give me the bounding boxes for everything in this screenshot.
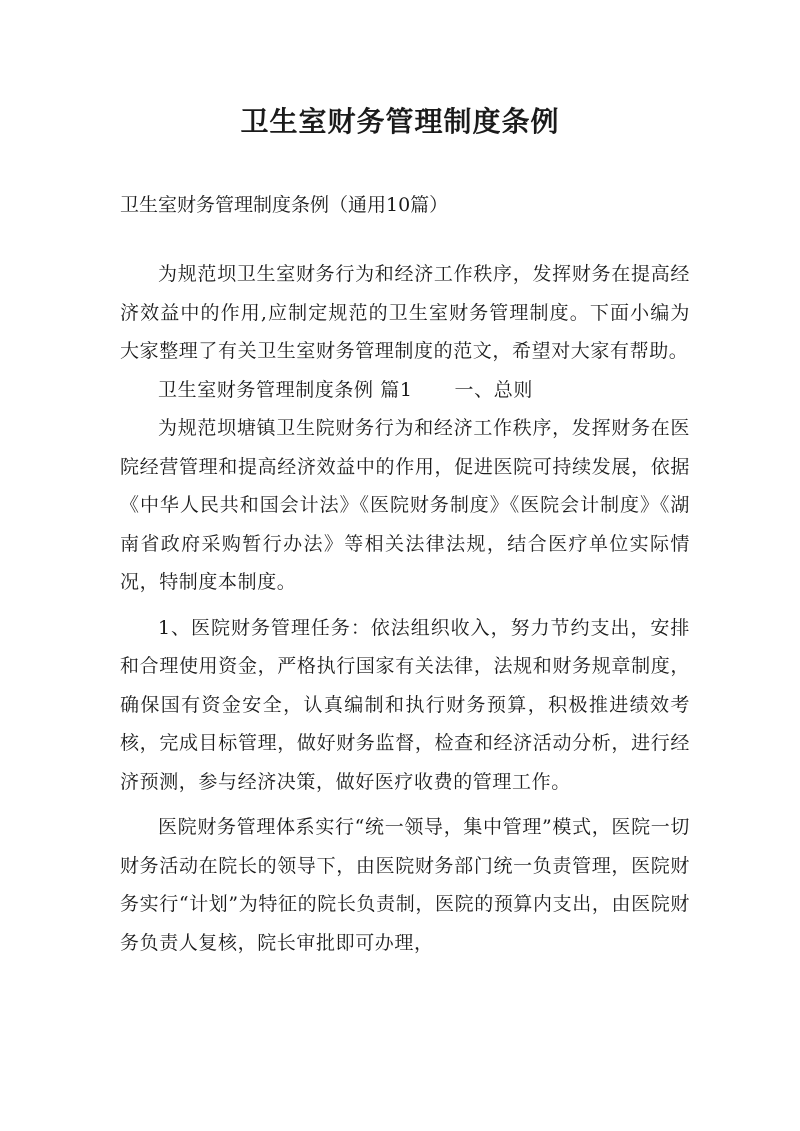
document-subtitle: 卫生室财务管理制度条例（通用10篇） [120, 194, 449, 216]
body-paragraph-3: 医院财务管理体系实行“统一领导，集中管理”模式，医院一切财务活动在院长的领导下，由医院财务部门统一负责管理，医院财务实行“计划”为特征的院长负责制，医院的预算内支出，由医院财务负责人复核，院长审批即可办理， [120, 816, 690, 954]
body-paragraph-1: 为规范坝塘镇卫生院财务行为和经济工作秩序，发挥财务在医院经营管理和提高经济效益中的作用，促进医院可持续发展，依据《中华人民共和国会计法》《医院财务制度》《医院会计制度》《湖南省政府采购暂行办法》等相关法律法规，结合医疗单位实际情况，特制度本制度。 [120, 417, 690, 593]
section-heading: 一、总则 [454, 378, 533, 401]
intro-paragraph: 为规范坝卫生室财务行为和经济工作秩序，发挥财务在提高经济效益中的作用,应制定规范的卫生室财务管理制度。下面小编为大家整理了有关卫生室财务管理制度的范文，希望对大家有帮助。 [120, 263, 690, 362]
document-body [120, 255, 690, 962]
section-heading-line [120, 371, 690, 410]
section-label: 卫生室财务管理制度条例 篇1 [158, 378, 413, 401]
document-title: 卫生室财务管理制度条例 [240, 105, 560, 138]
body-paragraph-2: 1、医院财务管理任务：依法组织收入，努力节约支出，安排和合理使用资金，严格执行国家有关法律，法规和财务规章制度，确保国有资金安全，认真编制和执行财务预算，积极推进绩效考核，完成目标管理，做好财务监督，检查和经济活动分析，进行经济预测，参与经济决策，做好医疗收费的管理工作。 [120, 616, 690, 793]
